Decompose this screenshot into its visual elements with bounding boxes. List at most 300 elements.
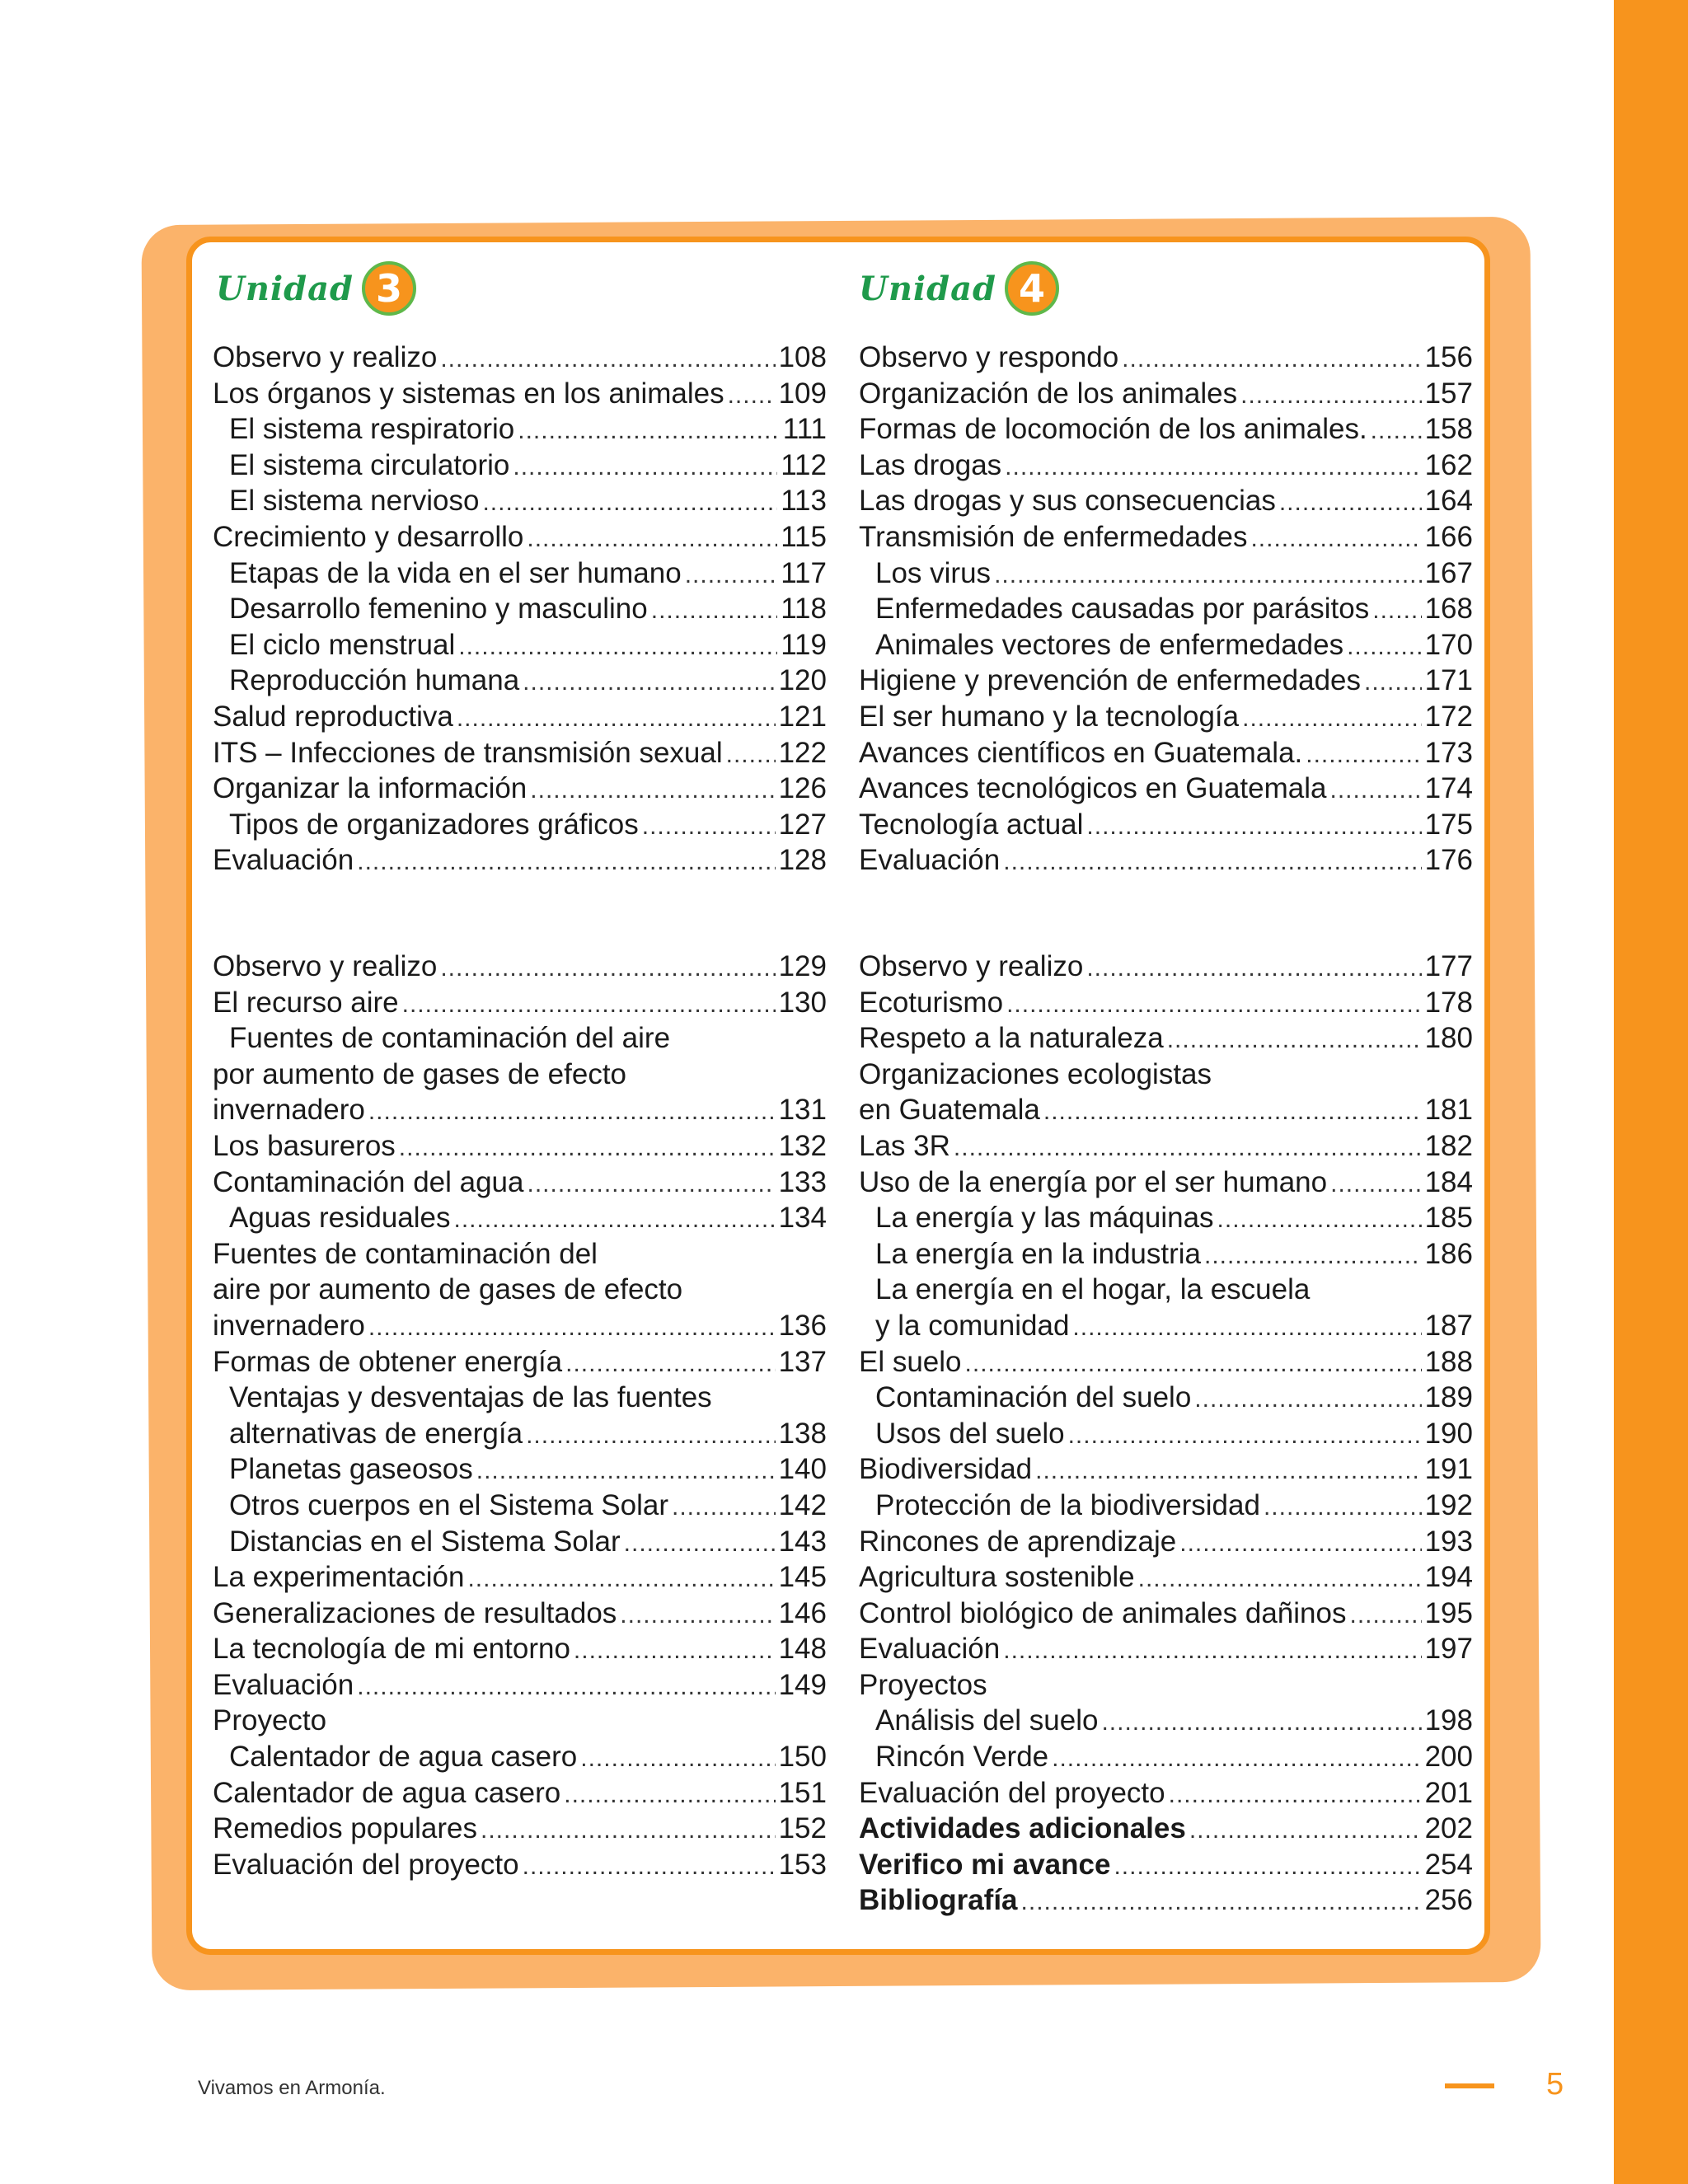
dot-leader (481, 1816, 776, 1844)
toc-entry (859, 413, 1473, 449)
toc-entry-title: Rincón Verde (875, 1741, 1049, 1774)
toc-entry-title: Uso de la energía por el ser humano (859, 1165, 1328, 1198)
dot-leader (526, 1422, 776, 1450)
toc-entry-page: 122 (778, 736, 827, 769)
toc-entry (213, 1381, 827, 1418)
toc-entry-title: Análisis del suelo (875, 1704, 1099, 1737)
toc-entry-title: Planetas gaseosos (229, 1453, 473, 1486)
toc-entry (859, 377, 1473, 414)
toc-entry (213, 1094, 827, 1130)
toc-entry-title: Aguas residuales (229, 1202, 451, 1235)
toc-entry-title: Observo y realizo (213, 950, 438, 982)
dot-leader (1194, 1385, 1421, 1413)
dot-leader (685, 561, 778, 589)
toc-entry-title: Las drogas y sus consecuencias (859, 485, 1276, 518)
toc-entry-title: Las 3R (859, 1129, 950, 1162)
toc-entry (859, 1704, 1473, 1741)
toc-entry (213, 1741, 827, 1777)
toc-entry-title: Calentador de agua casero (229, 1741, 578, 1774)
dot-leader (523, 1853, 776, 1881)
dot-leader (1169, 1781, 1422, 1809)
dot-leader (1021, 1888, 1422, 1916)
toc-entry-page: 136 (778, 1309, 827, 1342)
toc-entry (859, 1310, 1473, 1346)
toc-entry (859, 772, 1473, 808)
toc-entry-title: por aumento de gases de efecto (213, 1057, 627, 1090)
toc-entry-page: 109 (778, 377, 827, 410)
toc-entry (859, 1022, 1473, 1058)
toc-entry (213, 1418, 827, 1454)
toc-entry-page: 146 (778, 1596, 827, 1629)
toc-entry-page: 115 (781, 520, 827, 553)
dot-leader (1003, 1637, 1421, 1665)
dot-leader (482, 489, 777, 517)
toc-entry-page: 189 (1424, 1381, 1473, 1414)
toc-entry-title: Calentador de agua casero (213, 1776, 561, 1809)
toc-entry (859, 987, 1473, 1023)
toc-entry (859, 449, 1473, 485)
toc-entry (213, 844, 827, 880)
toc-entry-title: en Guatemala (859, 1094, 1040, 1127)
dot-leader (399, 1134, 776, 1162)
dot-leader (1250, 525, 1421, 553)
toc-entry-title: Animales vectores de enfermedades (875, 628, 1344, 661)
toc-entry-page: 129 (778, 950, 827, 982)
toc-entry (859, 629, 1473, 665)
dot-leader (1306, 741, 1421, 769)
toc-entry (213, 341, 827, 377)
toc-entry (213, 1202, 827, 1238)
toc-entry (213, 1597, 827, 1633)
dot-leader (1372, 597, 1421, 625)
toc-entry-title: Verifico mi avance (859, 1848, 1111, 1881)
toc-entry (213, 664, 827, 701)
toc-entry (213, 1310, 827, 1346)
toc-entry-title: Organizaciones ecologistas (859, 1057, 1212, 1090)
toc-entry-title: Control biológico de animales dañinos (859, 1596, 1347, 1629)
toc-entry-page: 186 (1424, 1237, 1473, 1270)
toc-entry-page: 151 (778, 1776, 827, 1809)
toc-entry-title: Organizar la información (213, 772, 528, 805)
dot-leader (651, 597, 777, 625)
toc-entry (213, 701, 827, 737)
toc-entry-title: Organización de los animales (859, 377, 1238, 410)
toc-entry-page: 157 (1424, 377, 1473, 410)
dot-leader (1003, 848, 1421, 876)
toc-entry (859, 1346, 1473, 1382)
toc-entry-title: Crecimiento y desarrollo (213, 520, 524, 553)
toc-entry-title: Evaluación del proyecto (859, 1776, 1165, 1809)
toc-entry-page: 145 (778, 1561, 827, 1594)
dot-leader (726, 741, 776, 769)
toc-entry-page: 176 (1424, 844, 1473, 877)
dot-leader (1364, 668, 1422, 696)
dot-leader (1043, 1098, 1422, 1126)
dot-leader (454, 1206, 776, 1234)
toc-entry-page: 118 (781, 593, 827, 626)
toc-entry-title: Tecnología actual (859, 808, 1084, 841)
toc-entry (859, 1130, 1473, 1166)
unit-3-badge (216, 255, 416, 321)
toc-entry-title: Contaminación del agua (213, 1165, 524, 1198)
toc-entry-page: 167 (1424, 556, 1473, 589)
dot-leader (523, 668, 775, 696)
toc-entry-page: 168 (1424, 593, 1473, 626)
dot-leader (565, 1350, 775, 1378)
toc-entry-page: 148 (778, 1633, 827, 1666)
orange-side-strip (1614, 0, 1688, 2184)
toc-entry-page: 119 (781, 628, 827, 661)
toc-entry-page: 117 (781, 556, 827, 589)
dot-leader (1189, 1816, 1422, 1844)
toc-entry (213, 1489, 827, 1526)
toc-entry (213, 377, 827, 414)
toc-entry-page: 149 (778, 1668, 827, 1701)
dot-leader (1072, 1314, 1421, 1342)
toc-entry-title: Fuentes de contaminación del aire (229, 1022, 671, 1055)
toc-entry-page: 198 (1424, 1704, 1473, 1737)
toc-entry-page: 140 (778, 1453, 827, 1486)
dot-leader (518, 417, 780, 445)
toc-entry-title: Generalizaciones de resultados (213, 1596, 617, 1629)
toc-entry-page: 182 (1424, 1129, 1473, 1162)
toc-entry-page: 192 (1424, 1488, 1473, 1521)
toc-entry-title: Salud reproductiva (213, 700, 453, 733)
toc-entry-title: Evaluación (859, 1633, 1001, 1666)
toc-entry-title: Ecoturismo (859, 986, 1004, 1019)
toc-entry-page: 188 (1424, 1345, 1473, 1378)
toc-entry-page: 130 (778, 986, 827, 1019)
dot-leader (1240, 382, 1421, 410)
dot-leader (1005, 453, 1421, 481)
toc-entry (213, 950, 827, 987)
dot-leader (440, 345, 775, 373)
toc-entry (213, 1022, 827, 1058)
dot-leader (620, 1601, 775, 1629)
page-number: 5 (1546, 2067, 1564, 2102)
dot-leader (1330, 1170, 1421, 1198)
toc-entry (859, 701, 1473, 737)
toc-entry-title: Contaminación del suelo (875, 1381, 1192, 1414)
toc-entry-title: El sistema respiratorio (229, 413, 515, 446)
dot-leader (1052, 1745, 1421, 1773)
dot-leader (1167, 1026, 1422, 1054)
toc-entry-title: El sistema circulatorio (229, 448, 510, 481)
toc-entry-page: 143 (778, 1525, 827, 1558)
toc-entry-title: Evaluación (213, 844, 354, 877)
toc-entry-page: 131 (778, 1094, 827, 1127)
unit-4-badge (859, 255, 1059, 321)
unit-number: 4 (1005, 261, 1059, 316)
toc-entry-title: Ventajas y desventajas de las fuentes (229, 1381, 712, 1414)
toc-entry-title: Desarrollo femenino y masculino (229, 593, 648, 626)
toc-entry-page: 174 (1424, 772, 1473, 805)
toc-entry-page: 142 (778, 1488, 827, 1521)
dot-leader (1035, 1457, 1421, 1485)
toc-entry-title: Enfermedades causadas por parásitos (875, 593, 1370, 626)
toc-entry (859, 1777, 1473, 1813)
toc-entry-title: Evaluación (859, 844, 1001, 877)
toc-entry (213, 1130, 827, 1166)
toc-entry (213, 1704, 827, 1741)
toc-entry (213, 1669, 827, 1705)
toc-entry (213, 1238, 827, 1274)
toc-entry (859, 521, 1473, 557)
dot-leader (1264, 1493, 1422, 1521)
toc-entry-page: 158 (1424, 413, 1473, 446)
toc-entry-title: Avances tecnológicos en Guatemala (859, 772, 1327, 805)
toc-column-bottom-left (213, 950, 827, 1884)
toc-entry-title: Reproducción humana (229, 664, 520, 697)
toc-entry (213, 1633, 827, 1669)
toc-entry (213, 737, 827, 773)
dot-leader (357, 848, 775, 876)
toc-entry-page: 112 (781, 448, 827, 481)
toc-entry-page: 121 (778, 700, 827, 733)
dot-leader (1330, 776, 1422, 804)
toc-entry-page: 170 (1424, 628, 1473, 661)
toc-entry (213, 413, 827, 449)
toc-entry-page: 187 (1424, 1309, 1473, 1342)
toc-entry-title: La energía y las máquinas (875, 1202, 1214, 1235)
dot-leader (402, 991, 776, 1019)
dot-leader (513, 453, 777, 481)
toc-entry-page: 256 (1424, 1884, 1473, 1917)
toc-entry (859, 1058, 1473, 1094)
toc-entry-page: 162 (1424, 448, 1473, 481)
toc-entry-page: 194 (1424, 1561, 1473, 1594)
dot-leader (440, 954, 775, 982)
toc-entry-title: El sistema nervioso (229, 485, 480, 518)
toc-entry-page: 201 (1424, 1776, 1473, 1809)
toc-entry-title: Higiene y prevención de enfermedades (859, 664, 1361, 697)
toc-entry-title: ITS – Infecciones de transmisión sexual (213, 736, 723, 769)
unit-label: Unidad (859, 269, 997, 308)
unit-number: 3 (362, 261, 416, 316)
toc-entry-page: 191 (1424, 1453, 1473, 1486)
dot-leader (368, 1314, 776, 1342)
toc-entry (859, 1561, 1473, 1597)
dot-leader (1349, 1601, 1421, 1629)
toc-entry-page: 128 (778, 844, 827, 877)
toc-entry-title: Distancias en el Sistema Solar (229, 1525, 621, 1558)
toc-entry-title: invernadero (213, 1094, 365, 1127)
toc-entry-page: 254 (1424, 1848, 1473, 1881)
toc-entry (213, 1561, 827, 1597)
toc-entry-title: Proyecto (213, 1704, 327, 1737)
toc-entry-title: Los basureros (213, 1129, 396, 1162)
dot-leader (624, 1530, 776, 1558)
dot-leader (1371, 417, 1422, 445)
toc-column-bottom-right (859, 950, 1473, 1920)
toc-entry-page: 120 (778, 664, 827, 697)
dot-leader (642, 813, 776, 841)
toc-entry-page: 195 (1424, 1596, 1473, 1629)
toc-entry-page: 197 (1424, 1633, 1473, 1666)
dot-leader (357, 1673, 775, 1701)
toc-entry-title: Rincones de aprendizaje (859, 1525, 1177, 1558)
toc-entry-page: 202 (1424, 1812, 1473, 1845)
toc-entry (859, 1238, 1473, 1274)
dot-leader (1068, 1422, 1422, 1450)
toc-entry-title: Fuentes de contaminación del (213, 1237, 598, 1270)
toc-entry (213, 1453, 827, 1489)
toc-entry-title: Observo y realizo (213, 341, 438, 373)
toc-entry-title: La tecnología de mi entorno (213, 1633, 570, 1666)
toc-entry (213, 1058, 827, 1094)
toc-entry (859, 341, 1473, 377)
dot-leader (965, 1350, 1422, 1378)
toc-entry-page: 172 (1424, 700, 1473, 733)
dot-leader (1101, 1708, 1421, 1736)
toc-entry (859, 593, 1473, 629)
toc-entry-title: Observo y respondo (859, 341, 1119, 373)
toc-entry-page: 200 (1424, 1741, 1473, 1774)
toc-entry-title: invernadero (213, 1309, 365, 1342)
dot-leader (368, 1098, 776, 1126)
toc-entry-page: 184 (1424, 1165, 1473, 1198)
toc-entry-title: El ciclo menstrual (229, 628, 456, 661)
toc-entry-title: El recurso aire (213, 986, 399, 1019)
dot-leader (1122, 345, 1421, 373)
toc-entry-page: 111 (782, 413, 827, 446)
dot-leader (1138, 1565, 1422, 1593)
dot-leader (1114, 1853, 1421, 1881)
dot-leader (1347, 633, 1422, 661)
toc-entry (859, 1489, 1473, 1526)
toc-entry-title: Agricultura sostenible (859, 1561, 1135, 1594)
toc-entry-title: Formas de obtener energía (213, 1345, 563, 1378)
toc-entry-title: Usos del suelo (875, 1417, 1065, 1450)
toc-entry (859, 1812, 1473, 1849)
toc-entry (859, 1849, 1473, 1885)
toc-entry-page: 126 (778, 772, 827, 805)
toc-entry-title: El suelo (859, 1345, 962, 1378)
toc-entry-page: 190 (1424, 1417, 1473, 1450)
toc-entry-page: 193 (1424, 1525, 1473, 1558)
toc-entry-title: aire por aumento de gases de efecto (213, 1273, 683, 1306)
toc-entry (213, 1526, 827, 1562)
book-title: Vivamos en Armonía. (198, 2077, 386, 2099)
toc-entry-page: 185 (1424, 1202, 1473, 1235)
toc-entry (213, 772, 827, 808)
dot-leader (1242, 705, 1421, 733)
toc-entry-title: Evaluación del proyecto (213, 1848, 519, 1881)
dot-leader (1204, 1242, 1422, 1270)
toc-entry-page: 127 (778, 808, 827, 841)
dot-leader (580, 1745, 775, 1773)
toc-entry (213, 1849, 827, 1885)
toc-entry-title: Observo y realizo (859, 950, 1084, 982)
toc-entry (213, 557, 827, 593)
dot-leader (564, 1781, 775, 1809)
toc-entry (859, 1418, 1473, 1454)
dot-leader (954, 1134, 1422, 1162)
toc-entry-page: 132 (778, 1129, 827, 1162)
toc-entry-title: alternativas de energía (229, 1417, 523, 1450)
toc-entry-title: Evaluación (213, 1668, 354, 1701)
dot-leader (476, 1457, 776, 1485)
dot-leader (574, 1637, 776, 1665)
toc-entry (859, 1669, 1473, 1705)
toc-entry-title: Tipos de organizadores gráficos (229, 808, 639, 841)
toc-entry (859, 1166, 1473, 1202)
toc-entry-page: 138 (778, 1417, 827, 1450)
toc-entry (859, 1884, 1473, 1920)
toc-entry-page: 177 (1424, 950, 1473, 982)
toc-entry-page: 150 (778, 1741, 827, 1774)
dot-leader (728, 382, 776, 410)
toc-entry (859, 1381, 1473, 1418)
toc-entry-page: 180 (1424, 1022, 1473, 1055)
dot-leader (1179, 1530, 1421, 1558)
toc-entry-page: 153 (778, 1848, 827, 1881)
toc-column-unit3-top (213, 341, 827, 880)
toc-entry-title: Actividades adicionales (859, 1812, 1186, 1845)
toc-entry (859, 664, 1473, 701)
dot-leader (467, 1565, 775, 1593)
toc-entry-page: 171 (1424, 664, 1473, 697)
toc-entry-page: 178 (1424, 986, 1473, 1019)
toc-entry (859, 1633, 1473, 1669)
dot-leader (457, 705, 776, 733)
toc-entry-title: La energía en el hogar, la escuela (875, 1273, 1311, 1306)
toc-entry (859, 485, 1473, 521)
unit-label: Unidad (216, 269, 354, 308)
toc-entry-title: Proyectos (859, 1668, 987, 1701)
toc-entry-title: Protección de la biodiversidad (875, 1488, 1260, 1521)
dot-leader (527, 1170, 775, 1198)
toc-entry-page: 108 (778, 341, 827, 373)
toc-entry (859, 1741, 1473, 1777)
toc-entry (859, 737, 1473, 773)
toc-entry-page: 134 (778, 1202, 827, 1235)
dot-leader (1006, 991, 1422, 1019)
toc-entry (213, 1346, 827, 1382)
toc-entry (859, 808, 1473, 845)
toc-entry (213, 629, 827, 665)
dot-leader (672, 1493, 776, 1521)
toc-entry-title: Los virus (875, 556, 992, 589)
toc-entry (213, 1777, 827, 1813)
toc-entry-page: 113 (781, 485, 827, 518)
toc-entry (213, 521, 827, 557)
toc-column-unit4-top (859, 341, 1473, 880)
dot-leader (1086, 954, 1421, 982)
toc-entry-title: Bibliografía (859, 1884, 1018, 1917)
toc-entry-title: Otros cuerpos en el Sistema Solar (229, 1488, 669, 1521)
toc-entry-title: Formas de locomoción de los animales. (859, 413, 1367, 446)
dot-leader (458, 633, 777, 661)
toc-entry (859, 1526, 1473, 1562)
toc-entry (859, 1453, 1473, 1489)
dot-leader (527, 525, 777, 553)
toc-entry-page: 156 (1424, 341, 1473, 373)
toc-entry-title: y la comunidad (875, 1309, 1070, 1342)
toc-entry-title: Respeto a la naturaleza (859, 1022, 1164, 1055)
toc-entry (213, 449, 827, 485)
toc-entry-page: 173 (1424, 736, 1473, 769)
toc-entry-title: Los órganos y sistemas en los animales (213, 377, 724, 410)
toc-entry-title: La energía en la industria (875, 1237, 1201, 1270)
toc-entry-page: 133 (778, 1165, 827, 1198)
toc-entry-title: Etapas de la vida en el ser humano (229, 556, 682, 589)
toc-entry (859, 950, 1473, 987)
toc-entry (859, 557, 1473, 593)
toc-entry-title: Remedios populares (213, 1812, 478, 1845)
toc-entry (213, 593, 827, 629)
dot-leader (530, 776, 775, 804)
